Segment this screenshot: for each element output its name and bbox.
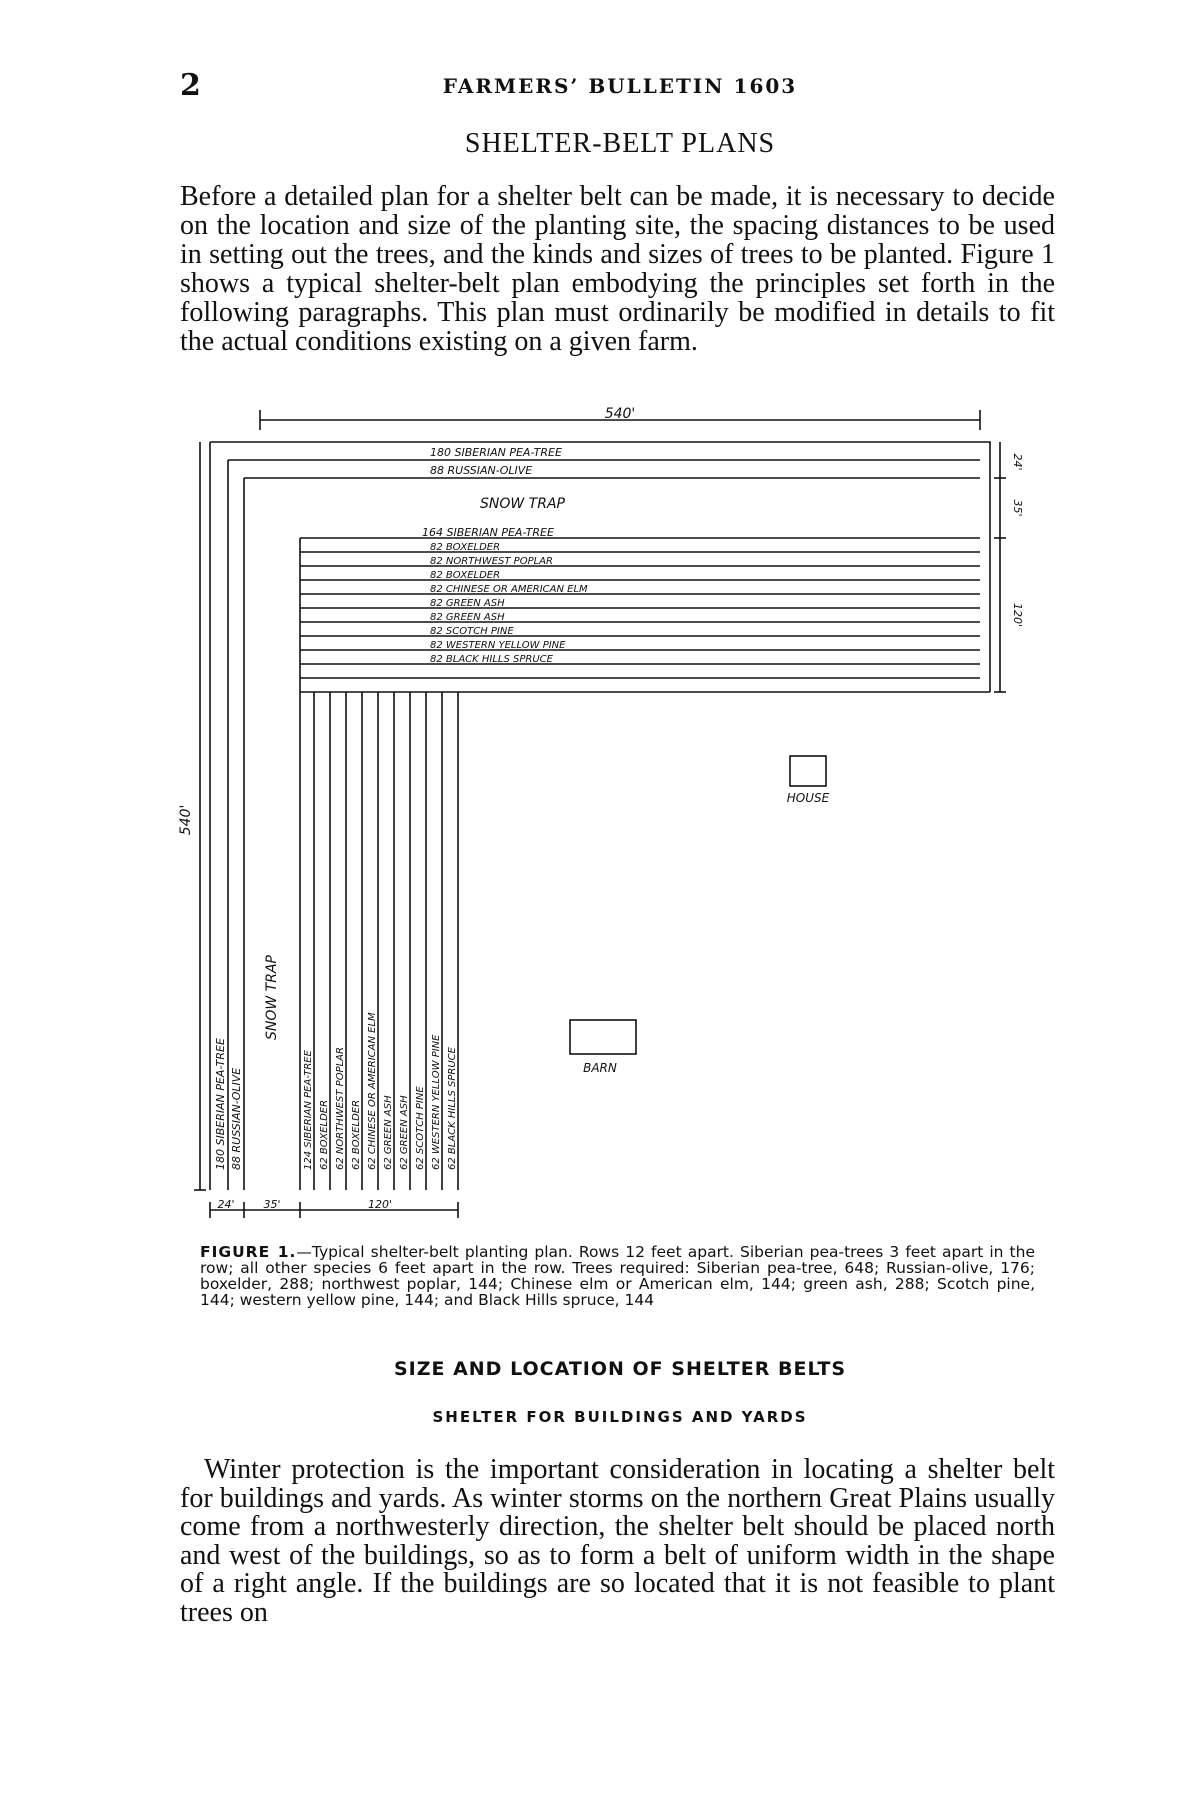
barn-icon [570,1020,636,1054]
north-row-label: 164 SIBERIAN PEA-TREE [422,526,554,539]
dim-label-top: 540' [604,406,636,422]
north-row-label: 82 CHINESE OR AMERICAN ELM [430,584,588,595]
section-title: SHELTER-BELT PLANS [464,128,776,159]
west-row-label: 180 SIBERIAN PEA-TREE [214,1038,227,1170]
west-row-label: 62 WESTERN YELLOW PINE [431,1034,442,1170]
page-number: 2 [180,68,201,103]
north-row-label: 82 GREEN ASH [430,598,505,609]
dim-label-left: 540' [178,804,194,836]
dim-label-right-120: 120' [1011,602,1024,628]
north-snow-trap-label: SNOW TRAP [480,496,565,512]
west-row-label: 124 SIBERIAN PEA-TREE [303,1050,314,1170]
west-row-label: 62 GREEN ASH [383,1095,394,1170]
west-row-label: 62 BOXELDER [319,1099,330,1170]
running-head [180,68,1060,108]
dim-label-bottom-35: 35' [263,1198,281,1211]
north-row-label: 82 BOXELDER [430,542,501,553]
intro-paragraph: Before a detailed plan for a shelter belt can be made, it is necessary to decide on the location and size of the planting site, the spacing distances to be used in setting out the trees, and the kinds and sizes of trees to be planted. Figure 1 shows a typical shelter-belt plan embodying the principles set forth in the following paragraphs. This plan must ordinarily be modified in details to fit the actual conditions existing on a given farm. [180,181,1055,357]
heading-shelter-buildings: SHELTER FOR BUILDINGS AND YARDS [432,1408,808,1426]
north-row-label: 82 NORTHWEST POPLAR [430,556,553,567]
west-row-label: 62 BLACK HILLS SPRUCE [447,1047,458,1170]
figure-caption-label: FIGURE 1. [200,1243,297,1261]
barn-label: BARN [583,1061,617,1075]
dim-label-right-24: 24' [1011,453,1024,471]
shelter-belt-plan-diagram [178,400,1030,1240]
north-row-label: 82 GREEN ASH [430,612,505,623]
dim-label-right-35: 35' [1011,499,1024,517]
north-row-label: 82 BLACK HILLS SPRUCE [430,654,553,665]
west-row-label: 62 NORTHWEST POPLAR [335,1047,346,1170]
figure-caption-text: —Typical shelter-belt planting plan. Rows 12 feet apart. Siberian pea-trees 3 feet apart in the row; all other species 6 feet apart in the row. Trees required: Siberian pea-tree, 648; Russian-olive, 176; boxelder, 288; northwest poplar, 144; Chinese elm or American elm, 144; green ash, 288; Scotch pine, 144; western yellow pine, 144; and Black Hills spruce, 144 [200,1243,1035,1309]
heading-size-location: SIZE AND LOCATION OF SHELTER BELTS [393,1358,847,1380]
west-row-label: 62 GREEN ASH [399,1095,410,1170]
dim-label-bottom-24: 24' [217,1198,235,1211]
body-paragraph: Winter protection is the important consideration in locating a shelter belt for buildings and yards. As winter storms on the northern Great Plains usually come from a northwesterly direction, the shelter belt should be placed north and west of the buildings, so as to form a belt of uniform width in the shape of a right angle. If the buildings are so located that it is not feasible to plant trees on [180,1454,1055,1628]
north-row-label: 82 BOXELDER [430,570,501,581]
west-row-label: 62 BOXELDER [351,1099,362,1170]
north-row-label: 82 WESTERN YELLOW PINE [430,640,566,651]
west-row-label: 62 SCOTCH PINE [415,1086,426,1170]
north-row-label: 180 SIBERIAN PEA-TREE [430,446,562,459]
outer-belt-edge [210,442,990,692]
shelter-belt-figure [178,400,1030,1240]
west-snow-trap-label: SNOW TRAP [264,955,280,1040]
house-label: HOUSE [786,791,830,805]
bulletin-title: FARMERS’ BULLETIN 1603 [442,74,798,98]
north-row-label: 88 RUSSIAN-OLIVE [430,464,533,477]
figure-caption [200,1244,1035,1308]
house-icon [790,756,826,786]
west-row-label: 62 CHINESE OR AMERICAN ELM [367,1012,378,1170]
dim-label-bottom-120: 120' [367,1198,393,1211]
north-row-label: 82 SCOTCH PINE [430,626,514,637]
west-row-label: 88 RUSSIAN-OLIVE [230,1067,243,1170]
